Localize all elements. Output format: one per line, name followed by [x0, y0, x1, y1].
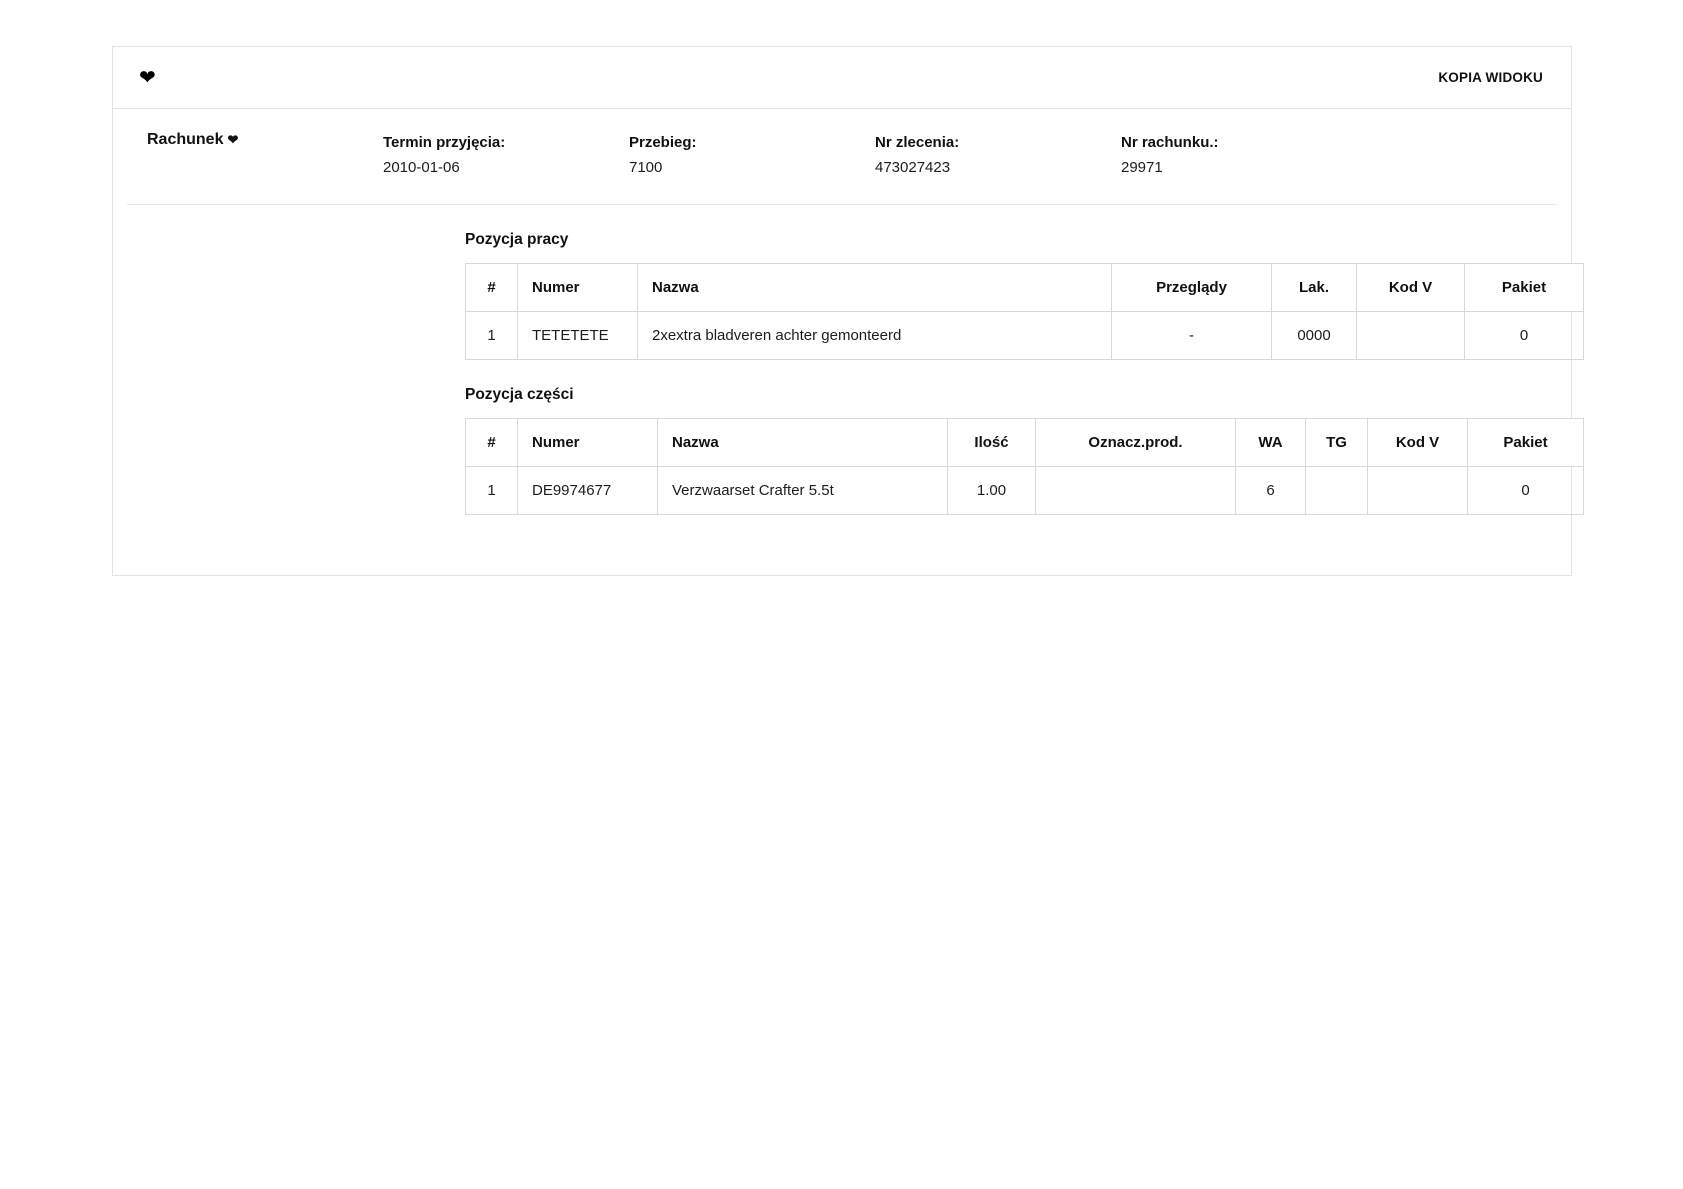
column-header-index: #: [466, 419, 518, 467]
column-header-wa: WA: [1236, 419, 1306, 467]
column-header-pakiet: Pakiet: [1468, 419, 1584, 467]
parts-section: [113, 386, 1571, 515]
field-label: Nr zlecenia:: [875, 134, 960, 151]
panel-toolbar: [113, 47, 1571, 109]
cell-tg: [1306, 467, 1368, 515]
field-termin-przyjecia: [383, 131, 629, 180]
field-value: 7100: [629, 159, 663, 177]
cell-przeglady: -: [1112, 312, 1272, 360]
field-nr-zlecenia: [875, 131, 1121, 180]
chevron-down-icon: ❤: [227, 132, 239, 147]
column-header-lak: Lak.: [1272, 264, 1357, 312]
column-header-przeglady: Przeglądy: [1112, 264, 1272, 312]
cell-kod-v: [1368, 467, 1468, 515]
table-row[interactable]: [466, 312, 1584, 360]
cell-pakiet: 0: [1468, 467, 1584, 515]
table-header-row: [466, 419, 1584, 467]
field-przebieg: [629, 131, 875, 180]
cell-nazwa: 2xextra bladveren achter gemonteerd: [638, 312, 1112, 360]
field-value: 473027423: [875, 159, 951, 177]
field-nr-rachunku: [1121, 131, 1367, 180]
cell-numer: DE9974677: [518, 467, 658, 515]
column-header-kod-v: Kod V: [1368, 419, 1468, 467]
cell-numer: TETETETE: [518, 312, 638, 360]
column-header-kod-v: Kod V: [1357, 264, 1465, 312]
works-section-title: Pozycja pracy: [465, 231, 569, 249]
column-header-tg: TG: [1306, 419, 1368, 467]
panel-body: [113, 231, 1571, 575]
column-header-pakiet: Pakiet: [1465, 264, 1584, 312]
document-header: [127, 109, 1557, 205]
cell-pakiet: 0: [1465, 312, 1584, 360]
cell-wa: 6: [1236, 467, 1306, 515]
works-table: [465, 263, 1584, 360]
chevron-down-icon[interactable]: ❤: [139, 66, 156, 89]
cell-kod-v: [1357, 312, 1465, 360]
field-value: 29971: [1121, 159, 1163, 177]
parts-section-title: Pozycja części: [465, 386, 574, 404]
cell-oznacz-prod: [1036, 467, 1236, 515]
table-header-row: [466, 264, 1584, 312]
document-type-label: Rachunek: [147, 131, 224, 148]
cell-index: 1: [466, 312, 518, 360]
cell-index: 1: [466, 467, 518, 515]
column-header-numer: Numer: [518, 264, 638, 312]
column-header-ilosc: Ilość: [948, 419, 1036, 467]
field-label: Przebieg:: [629, 134, 697, 151]
field-value: 2010-01-06: [383, 159, 460, 177]
column-header-oznacz-prod: Oznacz.prod.: [1036, 419, 1236, 467]
column-header-index: #: [466, 264, 518, 312]
field-label: Nr rachunku.:: [1121, 134, 1219, 151]
copy-view-button[interactable]: KOPIA WIDOKU: [1438, 70, 1543, 85]
column-header-nazwa: Nazwa: [638, 264, 1112, 312]
column-header-nazwa: Nazwa: [658, 419, 948, 467]
cell-nazwa: Verzwaarset Crafter 5.5t: [658, 467, 948, 515]
table-row[interactable]: [466, 467, 1584, 515]
parts-table: [465, 418, 1584, 515]
cell-lak: 0000: [1272, 312, 1357, 360]
cell-ilosc: 1.00: [948, 467, 1036, 515]
field-label: Termin przyjęcia:: [383, 134, 506, 151]
invoice-panel: [112, 46, 1572, 576]
works-section: [113, 231, 1571, 360]
document-type-selector[interactable]: [139, 131, 383, 149]
column-header-numer: Numer: [518, 419, 658, 467]
